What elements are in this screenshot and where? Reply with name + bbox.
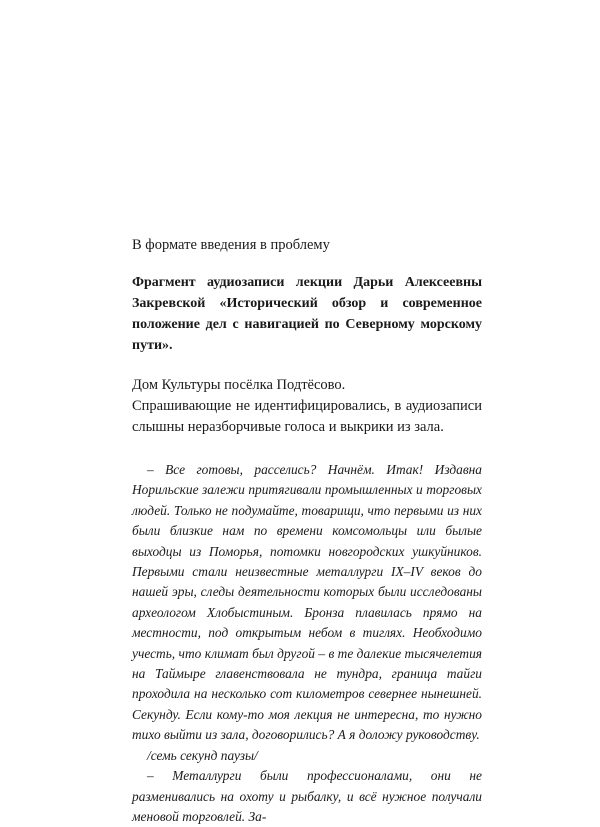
lecture-transcript <box>132 460 482 827</box>
fragment-heading: Фрагмент аудиозаписи лекции Дарьи Алексеевны Закревской «Исторический обзор и современное положение дел с навигацией по Северному морскому пути». <box>132 275 482 353</box>
transcript-paragraph: – Все готовы, расселись? Начнём. Итак! Издавна Норильские залежи притягивали промышленных и торговых людей. Только не подумайте, товарищи, что первыми из них были близкие нам по времени комсомольцы или былые выходцы из Поморья, потомки новгородских ушкуйников. Первыми стали неизвестные металлурги IX–IV веков до нашей эры, следы деятельности которых были исследованы археологом Хлобыстиным. Бронза плавилась прямо на местности, под открытым небом в тиглях. Необходимо учесть, что климат был другой – в те далекие тысячелетия на Таймыре главенствовала не тундра, граница тайги проходила на несколько сот километров севернее нынешней. Секунду. Если кому-то моя лекция не интересна, то нужно тихо выйти из зала, договорились? А я доложу руководству. <box>132 462 482 743</box>
pause-note: /семь секунд паузы/ <box>147 747 258 763</box>
transcript-paragraph: – Металлурги были профессионалами, они не разменивались на охоту и рыбалку, и всё нужное получали меновой торговлей. За- <box>132 768 482 824</box>
book-page-text <box>132 235 482 827</box>
place-line: Дом Культуры посёлка Подтёсово. <box>132 377 346 393</box>
recording-note: Спрашивающие не идентифицировались, в аудиозаписи слышны неразборчивые голоса и выкрики из зала. <box>132 398 482 435</box>
section-title: В формате введения в проблему <box>132 237 330 253</box>
